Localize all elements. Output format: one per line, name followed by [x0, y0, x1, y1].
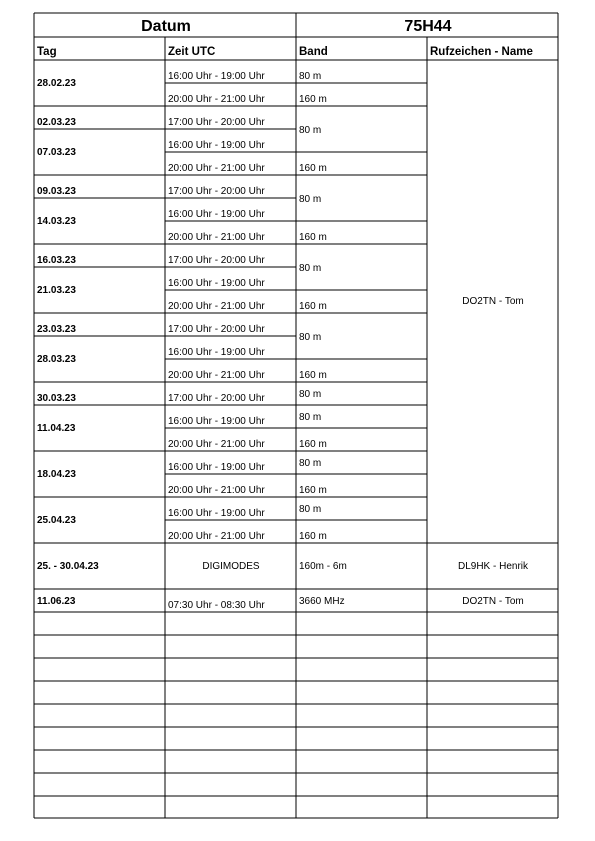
- band-cell: 3660 MHz: [299, 596, 345, 607]
- date-cell: 11.06.23: [37, 596, 76, 607]
- band-column: [299, 71, 347, 607]
- time-cell: 16:00 Uhr - 19:00 Uhr: [168, 140, 265, 151]
- date-cell: 30.03.23: [37, 393, 76, 404]
- date-cell: 11.04.23: [37, 423, 76, 434]
- time-cell: DIGIMODES: [202, 561, 260, 572]
- time-cell: 20:00 Uhr - 21:00 Uhr: [168, 232, 265, 243]
- date-cell: 28.03.23: [37, 354, 76, 365]
- band-cell: 160 m: [299, 439, 327, 450]
- time-cell: 20:00 Uhr - 21:00 Uhr: [168, 370, 265, 381]
- time-cell: 17:00 Uhr - 20:00 Uhr: [168, 255, 265, 266]
- time-cell: 16:00 Uhr - 19:00 Uhr: [168, 416, 265, 427]
- band-cell: 160 m: [299, 370, 327, 381]
- time-cell: 20:00 Uhr - 21:00 Uhr: [168, 531, 265, 542]
- time-cell: 16:00 Uhr - 19:00 Uhr: [168, 347, 265, 358]
- table-grid: [34, 13, 558, 818]
- band-cell: 80 m: [299, 504, 322, 515]
- time-cell: 20:00 Uhr - 21:00 Uhr: [168, 301, 265, 312]
- band-cell: 160 m: [299, 485, 327, 496]
- callsign-column: [458, 296, 529, 607]
- time-cell: 16:00 Uhr - 19:00 Uhr: [168, 462, 265, 473]
- callsign-cell: DO2TN - Tom: [462, 596, 524, 607]
- band-cell: 80 m: [299, 458, 322, 469]
- band-cell: 80 m: [299, 332, 322, 343]
- header-rufzeichen-name: Rufzeichen - Name: [430, 46, 533, 58]
- band-cell: 160 m: [299, 163, 327, 174]
- time-cell: 17:00 Uhr - 20:00 Uhr: [168, 393, 265, 404]
- date-cell: 25.04.23: [37, 515, 76, 526]
- callsign-cell: DO2TN - Tom: [462, 296, 524, 307]
- date-cell: 09.03.23: [37, 186, 76, 197]
- time-cell: 17:00 Uhr - 20:00 Uhr: [168, 324, 265, 335]
- band-cell: 160m - 6m: [299, 561, 347, 572]
- band-cell: 80 m: [299, 125, 322, 136]
- time-cell: 07:30 Uhr - 08:30 Uhr: [168, 600, 265, 611]
- time-cell: 20:00 Uhr - 21:00 Uhr: [168, 485, 265, 496]
- time-cell: 16:00 Uhr - 19:00 Uhr: [168, 508, 265, 519]
- time-cell: 16:00 Uhr - 19:00 Uhr: [168, 71, 265, 82]
- time-cell: 16:00 Uhr - 19:00 Uhr: [168, 209, 265, 220]
- title-datum: Datum: [141, 18, 191, 35]
- band-cell: 80 m: [299, 71, 322, 82]
- header-tag: Tag: [37, 46, 57, 58]
- band-cell: 80 m: [299, 389, 322, 400]
- date-cell: 16.03.23: [37, 255, 76, 266]
- header-zeit-utc: Zeit UTC: [168, 46, 216, 58]
- band-cell: 80 m: [299, 194, 322, 205]
- time-cell: 20:00 Uhr - 21:00 Uhr: [168, 163, 265, 174]
- band-cell: 160 m: [299, 94, 327, 105]
- band-cell: 80 m: [299, 412, 322, 423]
- band-cell: 80 m: [299, 263, 322, 274]
- date-cell: 21.03.23: [37, 285, 76, 296]
- time-cell: 17:00 Uhr - 20:00 Uhr: [168, 117, 265, 128]
- date-cell: 14.03.23: [37, 216, 76, 227]
- time-cell: 20:00 Uhr - 21:00 Uhr: [168, 94, 265, 105]
- time-cell: 17:00 Uhr - 20:00 Uhr: [168, 186, 265, 197]
- band-cell: 160 m: [299, 232, 327, 243]
- time-cell: 16:00 Uhr - 19:00 Uhr: [168, 278, 265, 289]
- date-column: [37, 78, 99, 607]
- callsign-cell: DL9HK - Henrik: [457, 561, 529, 572]
- time-cell: 20:00 Uhr - 21:00 Uhr: [168, 439, 265, 450]
- date-cell: 07.03.23: [37, 147, 76, 158]
- date-cell: 25. - 30.04.23: [37, 561, 99, 572]
- date-cell: 23.03.23: [37, 324, 76, 335]
- date-cell: 02.03.23: [37, 117, 76, 128]
- date-cell: 28.02.23: [37, 78, 76, 89]
- band-cell: 160 m: [299, 301, 327, 312]
- band-cell: 160 m: [299, 531, 327, 542]
- date-cell: 18.04.23: [37, 469, 76, 480]
- header-band: Band: [299, 46, 328, 58]
- title-callsign: 75H44: [404, 18, 452, 35]
